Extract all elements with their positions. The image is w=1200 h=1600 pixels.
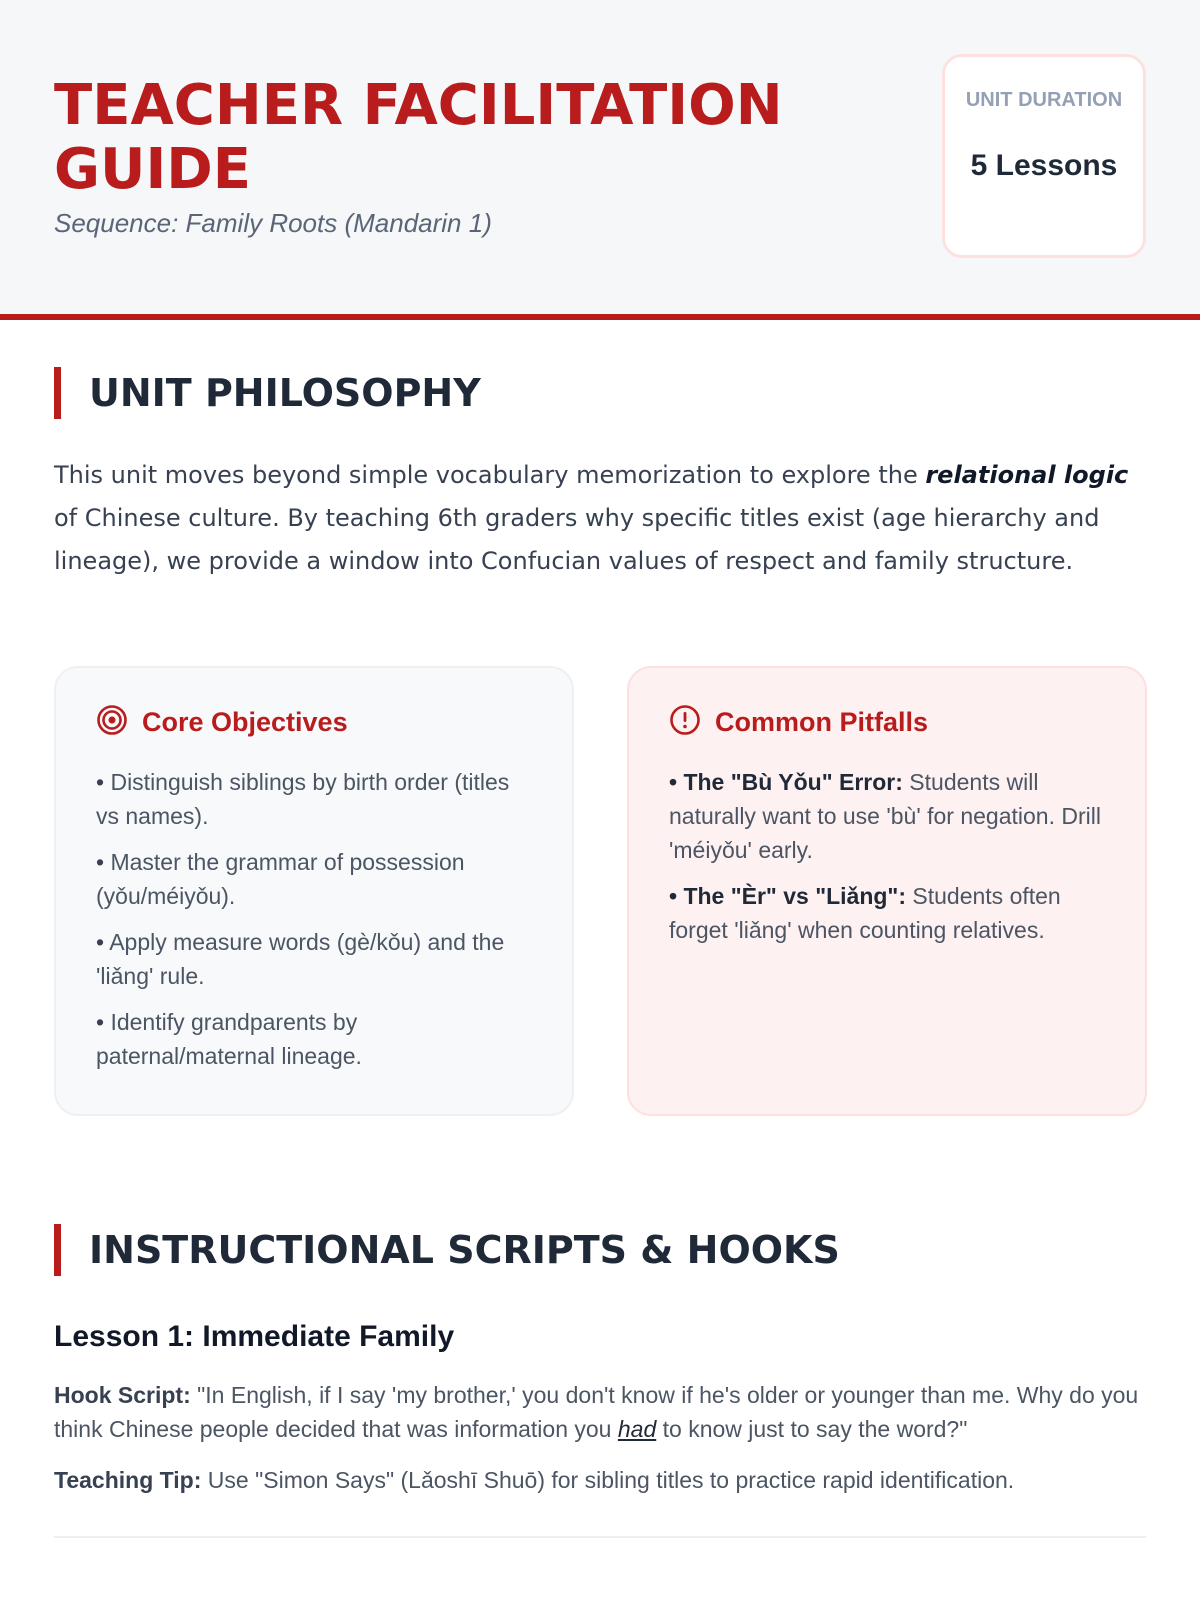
objectives-list bbox=[96, 765, 532, 1073]
list-item: • Distinguish siblings by birth order (titles vs names). bbox=[96, 769, 510, 829]
alert-circle-icon bbox=[669, 704, 701, 741]
unit-duration-card bbox=[942, 54, 1146, 258]
divider bbox=[54, 1536, 1146, 1538]
header bbox=[0, 0, 1200, 320]
philosophy-emphasis: relational logic bbox=[925, 461, 1129, 489]
common-pitfalls-title: Common Pitfalls bbox=[715, 707, 929, 737]
common-pitfalls-card bbox=[627, 666, 1147, 1116]
section-heading-philosophy: UNIT PHILOSOPHY bbox=[54, 367, 481, 419]
list-item: • The "Èr" vs "Liǎng": Students often forget 'liǎng' when counting relatives. bbox=[669, 883, 1061, 943]
list-item: • Identify grandparents by paternal/maternal lineage. bbox=[96, 1009, 362, 1069]
section-heading-scripts: INSTRUCTIONAL SCRIPTS & HOOKS bbox=[54, 1224, 840, 1276]
list-item: • The "Bù Yǒu" Error: Students will naturally want to use 'bù' for negation. Drill 'méiyǒu' early. bbox=[669, 769, 1101, 863]
hook-script: Hook Script: "In English, if I say 'my brother,' you don't know if he's older or younger than me. Why do you think Chinese people decided that was information you had to know just to say the word?" bbox=[54, 1382, 1139, 1442]
list-item: • Apply measure words (gè/kǒu) and the 'liǎng' rule. bbox=[96, 929, 505, 989]
philosophy-text-before: This unit moves beyond simple vocabulary memorization to explore the bbox=[54, 461, 926, 489]
lesson-1-title: Lesson 1: Immediate Family bbox=[54, 1320, 455, 1353]
pitfalls-list bbox=[669, 765, 1105, 947]
page-subtitle: Sequence: Family Roots (Mandarin 1) bbox=[54, 208, 492, 238]
hook-script-label: Hook Script: bbox=[54, 1382, 191, 1408]
teaching-tip-label: Teaching Tip: bbox=[54, 1467, 202, 1493]
list-item: • Master the grammar of possession (yǒu/méiyǒu). bbox=[96, 849, 465, 909]
unit-duration-value: 5 Lessons bbox=[970, 149, 1118, 182]
page-title: TEACHER FACILITATION GUIDE bbox=[54, 73, 783, 202]
hook-emphasis: had bbox=[617, 1416, 657, 1442]
core-objectives-card bbox=[54, 666, 574, 1116]
philosophy-text bbox=[54, 454, 1154, 583]
core-objectives-title: Core Objectives bbox=[142, 707, 348, 737]
philosophy-text-after: of Chinese culture. By teaching 6th graders why specific titles exist (age hierarchy and lineage), we provide a window into Confucian values of respect and family structure. bbox=[54, 504, 1100, 575]
teaching-tip: Teaching Tip: Use "Simon Says" (Lǎoshī Shuō) for sibling titles to practice rapid identification. bbox=[54, 1467, 1015, 1493]
target-icon bbox=[96, 704, 128, 741]
unit-duration-label: UNIT DURATION bbox=[965, 89, 1123, 111]
